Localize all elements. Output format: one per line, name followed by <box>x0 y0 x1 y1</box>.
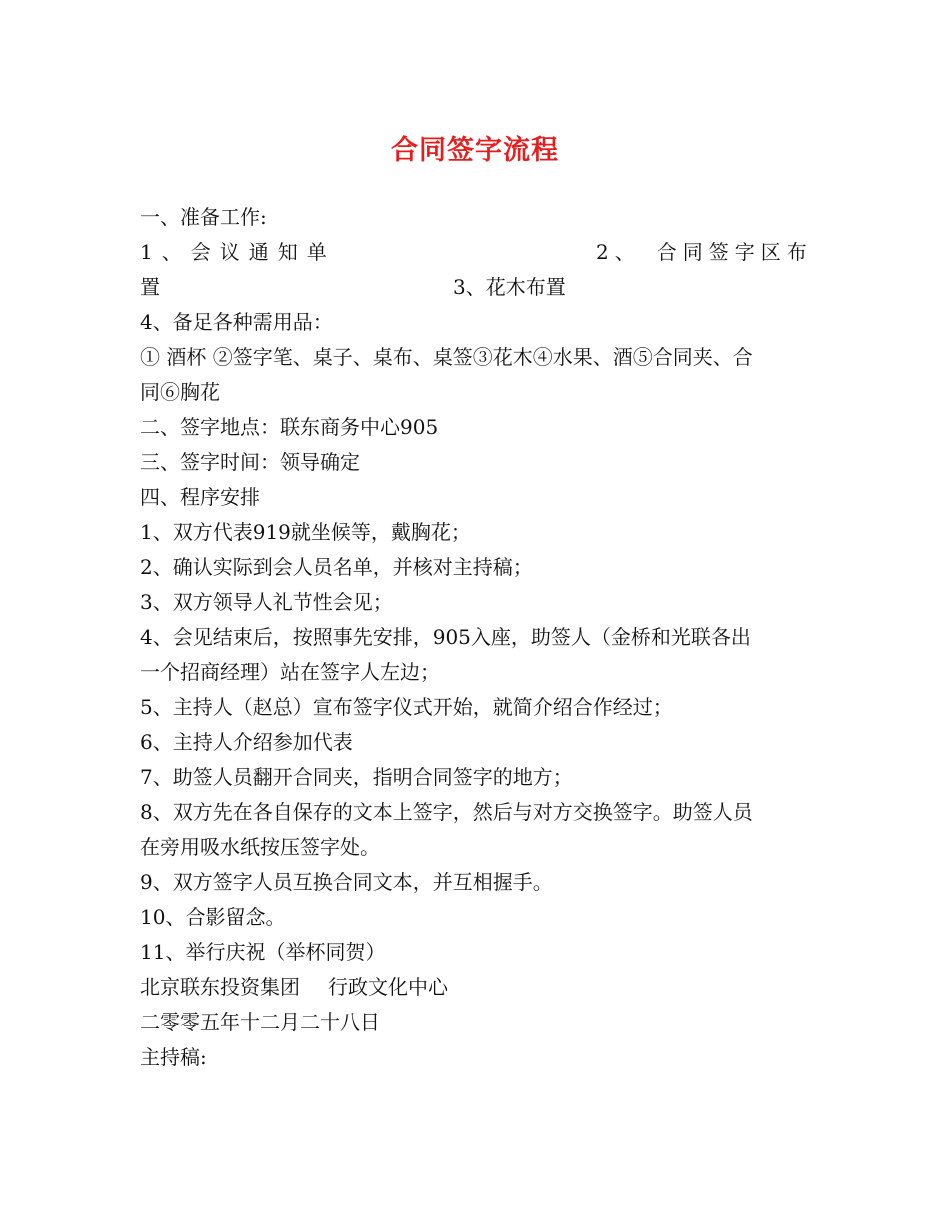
signing-location: 二、签字地点：联东商务中心905 <box>140 415 439 439</box>
prep-item-4: 4、备足各种需用品： <box>140 310 333 334</box>
prep-item-3: 3、花木布置 <box>453 275 566 299</box>
program-step-2: 2、确认实际到会人员名单，并核对主持稿； <box>140 555 533 579</box>
document-title: 合同签字流程 <box>391 135 559 166</box>
program-step-3: 3、双方领导人礼节性会见； <box>140 590 393 614</box>
signature-org-row <box>140 970 812 1005</box>
organization-department: 行政文化中心 <box>328 975 448 999</box>
program-step-8-line-2: 在旁用吸水纸按压签字处。 <box>140 835 380 859</box>
host-script-heading: 主持稿: <box>140 1045 207 1069</box>
prep-items-row <box>140 235 812 270</box>
program-step-1: 1、双方代表919就坐候等，戴胸花； <box>140 520 471 544</box>
program-step-10: 10、合影留念。 <box>140 905 286 929</box>
program-step-11: 11、举行庆祝（举杯同贺） <box>140 940 386 964</box>
document-date: 二零零五年十二月二十八日 <box>140 1010 380 1034</box>
prep-header: 一、准备工作: <box>140 205 267 229</box>
program-step-4-line-2: 一个招商经理）站在签字人左边； <box>140 660 440 684</box>
program-step-4-line-1: 4、会见结束后，按照事先安排，905入座，助签人（金桥和光联各出 <box>140 625 751 649</box>
prep-items-row-2 <box>140 270 812 305</box>
signing-time: 三、签字时间：领导确定 <box>140 450 360 474</box>
program-header: 四、程序安排 <box>140 485 260 509</box>
supplies-line-1: ① 酒杯 ②签字笔、桌子、桌布、桌签③花木④水果、酒⑤合同夹、合 <box>140 345 753 369</box>
prep-item-1: 1、会议通知单 <box>140 240 336 264</box>
program-step-7: 7、助签人员翻开合同夹，指明合同签字的地方； <box>140 765 573 789</box>
supplies-line-2: 同⑥胸花 <box>140 380 220 404</box>
program-step-5: 5、主持人（赵总）宣布签字仪式开始，就简介绍合作经过； <box>140 695 673 719</box>
document-body <box>140 200 812 1075</box>
prep-item-2-continued: 置 <box>140 275 160 299</box>
program-step-6: 6、主持人介绍参加代表 <box>140 730 353 754</box>
program-step-8-line-1: 8、双方先在各自保存的文本上签字，然后与对方交换签字。助签人员 <box>140 800 753 824</box>
program-step-9: 9、双方签字人员互换合同文本，并互相握手。 <box>140 870 553 894</box>
organization-name: 北京联东投资集团 <box>140 975 300 999</box>
prep-item-2: 2、 合同签字区布 <box>596 240 813 264</box>
